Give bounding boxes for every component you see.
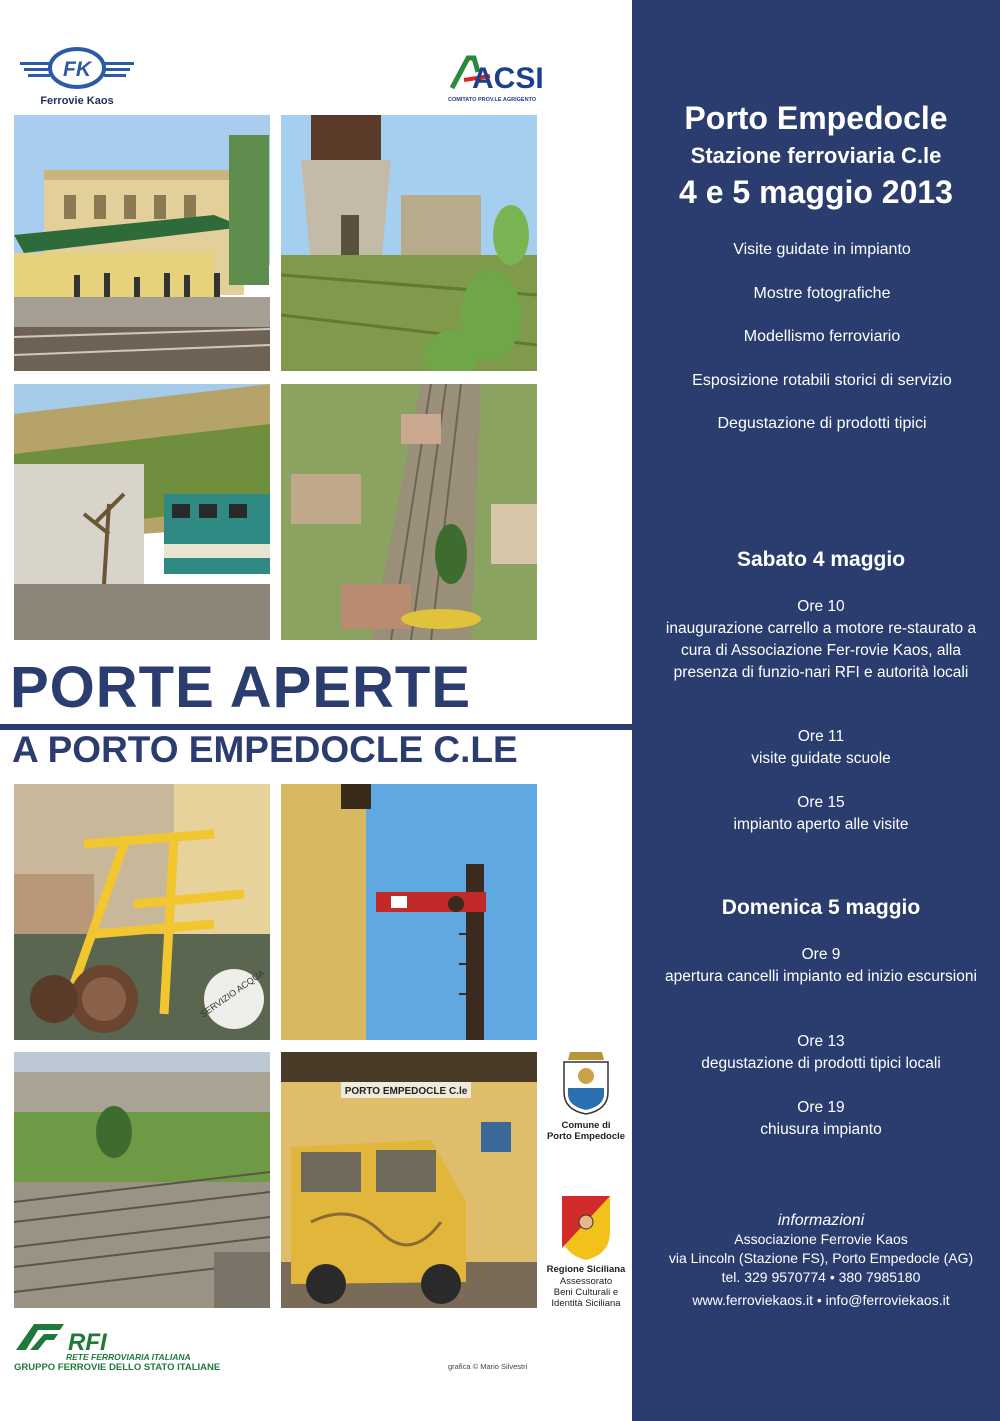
photo-station-platform [14,115,270,371]
sunday-heading: Domenica 5 maggio [721,896,921,919]
event-text: inaugurazione carrello a motore re-staurato a cura di Associazione Fer-rovie Kaos, alla presenza di funzio-nari RFI e autorità locali [665,620,977,681]
activity-item: Mostre fotografiche [753,284,891,302]
event-text: chiusura impianto [760,1121,882,1138]
saturday-event-3 [662,792,980,836]
photo-locomotive [14,384,270,640]
sunday-event-3 [662,1097,980,1141]
saturday-event-1 [662,596,980,684]
stencil-text: SERVIZIO ACQUA [198,967,267,1020]
event-text: degustazione di prodotti tipici locali [701,1055,941,1072]
comune-crest-icon [544,1048,628,1116]
photo-tracks [14,1052,270,1308]
station-sign-text: PORTO EMPEDOCLE C.le [344,1086,468,1097]
activity-item: Modellismo ferroviario [743,328,901,345]
event-station: Stazione ferroviaria C.le [690,143,942,168]
activity-item: Degustazione di prodotti tipici [717,415,927,432]
info-address: via Lincoln (Stazione FS), Porto Empedocle (AG) [668,1250,974,1266]
regione-line1: Regione Siciliana [546,1264,626,1275]
title-porte-aperte: PORTE APERTE [0,652,632,730]
event-text: apertura cancelli impianto ed inizio escursioni [665,968,977,985]
event-dates: 4 e 5 maggio 2013 [679,174,953,210]
rfi-mark: RFI [68,1329,107,1356]
info-web[interactable]: www.ferroviekaos.it • info@ferroviekaos.it [692,1292,950,1308]
regione-line3: Beni Culturali e [553,1287,619,1298]
fk-mark: FK [63,58,91,81]
acsi-emblem-icon [448,54,544,92]
comune-line1: Comune di [561,1120,611,1131]
comune-logo [544,1048,628,1158]
info-phone: tel. 329 9570774 • 380 7985180 [721,1269,921,1285]
event-time: Ore 13 [797,1033,845,1050]
poster-right-panel [632,0,1000,1421]
saturday-heading: Sabato 4 maggio [736,548,906,571]
event-time: Ore 10 [797,598,845,615]
comune-line2: Porto Empedocle [546,1131,626,1142]
fk-name: Ferrovie Kaos [40,95,114,107]
photo-rail-yard [281,384,537,640]
acsi-caption: COMITATO PROV.LE AGRIGENTO [448,97,537,103]
event-text: impianto aperto alle visite [733,816,909,833]
rfi-emblem-icon [14,1320,114,1356]
photo-water-tower [281,115,537,371]
rfi-line1: RETE FERROVIARIA ITALIANA [66,1352,191,1362]
photo-semaphore [281,784,537,1040]
graphic-credit: grafica © Mario Silvestri [448,1362,528,1371]
regione-line4: Identità Siciliana [551,1298,621,1309]
saturday-event-2 [662,726,980,770]
event-time: Ore 15 [797,794,845,811]
acsi-mark: ACSI [472,62,544,92]
sunday-event-2 [662,1031,980,1075]
event-time: Ore 19 [797,1099,845,1116]
event-time: Ore 9 [801,946,841,963]
event-text: visite guidate scuole [751,750,891,767]
sunday-event-1 [662,944,980,988]
regione-logo [544,1192,628,1312]
info-block [647,1211,995,1310]
info-org: Associazione Ferrovie Kaos [734,1231,908,1247]
regione-line2: Assessorato [559,1276,613,1287]
rfi-logo [14,1320,244,1376]
trinacria-crest-icon [544,1192,628,1262]
ferrovie-kaos-logo [18,46,136,106]
acsi-logo [448,54,544,104]
info-title: informazioni [777,1212,865,1229]
title-porto-empedocle: A PORTO EMPEDOCLE C.LE [12,729,518,770]
event-time: Ore 11 [797,728,845,745]
rfi-line2: GRUPPO FERROVIE DELLO STATO ITALIANE [14,1362,221,1373]
event-location: Porto Empedocle [684,100,948,136]
activity-list [652,236,992,454]
activity-item: Visite guidate in impianto [733,241,911,258]
fk-emblem-icon [18,46,136,90]
photo-yellow-draisine [14,784,270,1040]
activity-item: Esposizione rotabili storici di servizio [692,371,952,389]
photo-yellow-van [281,1052,537,1308]
